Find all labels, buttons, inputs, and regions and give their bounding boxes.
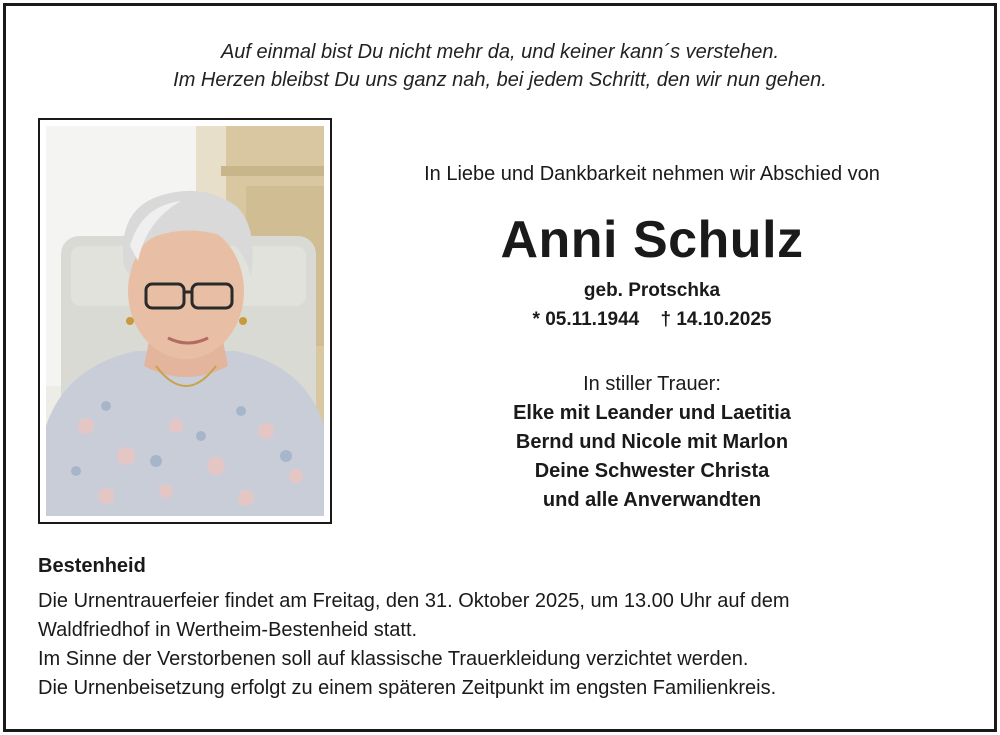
portrait-photo-frame xyxy=(38,118,332,524)
mourners-label: In stiller Trauer: xyxy=(583,373,721,395)
maiden-name: geb. Protschka xyxy=(583,280,721,301)
details-line: Die Urnentrauerfeier findet am Freitag, den 31. Oktober 2025, um 13.00 Uhr auf dem xyxy=(38,590,790,612)
ceremony-details xyxy=(38,587,958,703)
poem xyxy=(0,38,1000,94)
details-line: Waldfriedhof in Wertheim-Bestenheid statt. xyxy=(38,619,418,641)
portrait-photo xyxy=(46,126,324,516)
poem-line-2: Im Herzen bleibst Du uns ganz nah, bei jedem Schritt, den wir nun gehen. xyxy=(173,69,827,91)
death-date: † 14.10.2025 xyxy=(660,309,772,330)
life-dates xyxy=(352,309,952,331)
mourners-list xyxy=(352,399,952,515)
intro-text: In Liebe und Dankbarkeit nehmen wir Abschied von xyxy=(424,163,880,185)
mourner-line: Deine Schwester Christa xyxy=(534,460,770,482)
birth-date: * 05.11.1944 xyxy=(532,309,640,330)
mourner-line: und alle Anverwandten xyxy=(542,489,762,511)
details-line: Im Sinne der Verstorbenen soll auf klassische Trauerkleidung verzichtet werden. xyxy=(38,648,749,670)
details-line: Die Urnenbeisetzung erfolgt zu einem späteren Zeitpunkt im engsten Familienkreis. xyxy=(38,677,777,699)
mourner-line: Bernd und Nicole mit Marlon xyxy=(515,431,789,453)
mourner-line: Elke mit Leander und Laetitia xyxy=(513,402,791,424)
place-heading: Bestenheid xyxy=(38,555,146,577)
deceased-name: Anni Schulz xyxy=(500,211,804,269)
poem-line-1: Auf einmal bist Du nicht mehr da, und keiner kann´s verstehen. xyxy=(220,41,780,63)
